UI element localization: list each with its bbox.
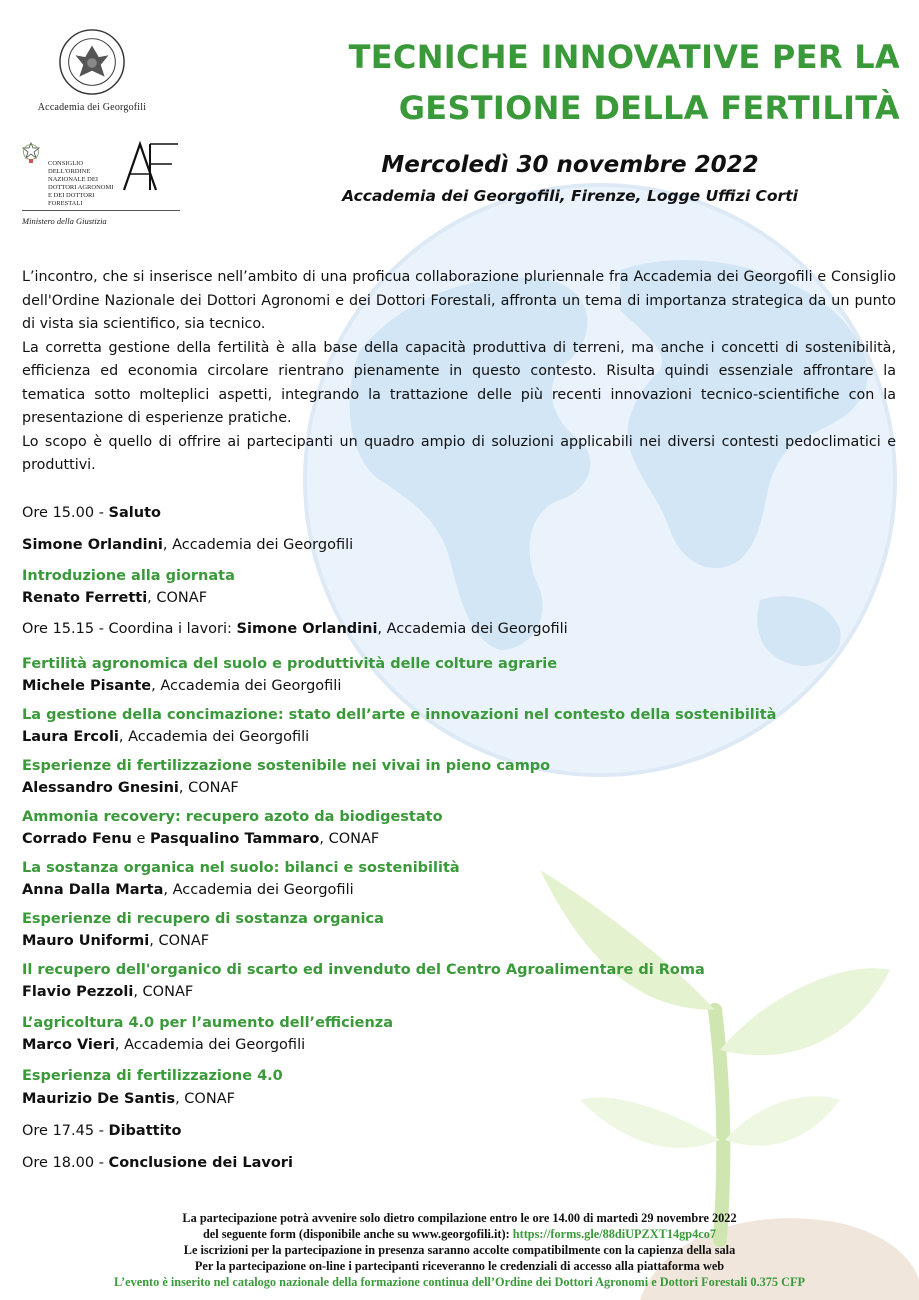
footer-cfp-line: L’evento è inserito nel catalogo nazionale della formazione continua dell’Ordine dei Dottori Agronomi e Dottori Forestali 0.375 CFP xyxy=(113,1275,806,1289)
talk-title: Introduzione alla giornata xyxy=(22,568,235,584)
footer-line: Le iscrizioni per la partecipazione in presenza saranno accolte compatibilmente con la capienza della sala xyxy=(183,1243,736,1257)
footer-notes xyxy=(0,1210,919,1290)
speaker-name: Pasqualino Tammaro xyxy=(150,831,320,847)
talk-title: L’agricoltura 4.0 per l’aumento dell’efficienza xyxy=(22,1015,394,1031)
speaker-affiliation: , Accademia dei Georgofili xyxy=(114,1037,306,1053)
footer-line: Per la partecipazione on-line i partecipanti riceveranno le credenziali di accesso alla piattaforma web xyxy=(194,1259,725,1273)
speaker-affiliation: , CONAF xyxy=(147,590,208,606)
speaker-name: Anna Dalla Marta xyxy=(22,882,164,898)
speaker-line xyxy=(22,933,209,949)
footer-text: del seguente form (disponibile anche su www.georgofili.it): xyxy=(202,1227,513,1241)
registration-form-link[interactable]: https://forms.gle/88diUPZXT14gp4co7 xyxy=(512,1227,717,1241)
footer-line: La partecipazione potrà avvenire solo dietro compilazione entro le ore 14.00 di martedì 29 novembre 2022 xyxy=(182,1211,737,1225)
speaker-name: Simone Orlandini xyxy=(22,537,163,553)
title-line-2: GESTIONE DELLA FERTILITÀ xyxy=(398,89,900,127)
speaker-name: Renato Ferretti xyxy=(22,590,148,606)
speaker-affiliation: , CONAF xyxy=(133,984,194,1000)
conaf-logo xyxy=(22,140,182,226)
session-label: Conclusione dei Lavori xyxy=(108,1155,293,1171)
speaker-line xyxy=(22,729,309,745)
intro-text xyxy=(22,266,896,478)
speaker-affiliation: , Accademia dei Georgofili xyxy=(377,621,568,637)
talk-title: La gestione della concimazione: stato dell’arte e innovazioni nel contesto della sostenibilità xyxy=(22,707,777,723)
speaker-affiliation: , CONAF xyxy=(319,831,380,847)
speaker-line xyxy=(22,678,341,694)
speaker-line xyxy=(22,831,379,847)
speaker-line xyxy=(22,882,354,898)
session-label: Saluto xyxy=(108,505,161,521)
intro-paragraph: La corretta gestione della fertilità è alla base della capacità produttiva di terreni, ma anche i concetti di sostenibilità, efficienza ed economia circolare rientrano pienamente in questo contesto. Risulta quindi essenziale affrontare la tematica sotto molteplici aspetti, integrando la trattazione delle più recenti innovazioni tecnico-scientifiche con la presentazione di esperienze pratiche. xyxy=(22,339,896,426)
speaker-line xyxy=(22,780,239,796)
page-title xyxy=(200,32,900,134)
ministero-label: Ministero della Giustizia xyxy=(22,216,107,226)
speaker-name: Flavio Pezzoli xyxy=(22,984,134,1000)
speaker-name: Michele Pisante xyxy=(22,678,152,694)
italy-emblem-icon xyxy=(22,142,40,164)
speaker-joiner: e xyxy=(131,831,151,847)
talk-title: Esperienze di fertilizzazione sostenibile nei vivai in pieno campo xyxy=(22,758,551,774)
speaker-affiliation: , CONAF xyxy=(149,933,210,949)
speaker-name: Laura Ercoli xyxy=(22,729,119,745)
talk-title: Fertilità agronomica del suolo e produttività delle colture agrarie xyxy=(22,656,558,672)
speaker-affiliation: , CONAF xyxy=(175,1091,235,1107)
speaker-line xyxy=(22,1091,235,1107)
program-item-coordina xyxy=(22,621,568,637)
event-date: Mercoledì 30 novembre 2022 xyxy=(381,152,759,178)
speaker-affiliation: , Accademia dei Georgofili xyxy=(151,678,342,694)
speaker-line xyxy=(22,984,193,1000)
academy-seal-icon xyxy=(58,28,126,96)
divider xyxy=(22,210,180,211)
speaker-line xyxy=(22,1037,305,1053)
title-line-1: TECNICHE INNOVATIVE PER LA xyxy=(348,38,900,76)
speaker-affiliation: , CONAF xyxy=(178,780,239,796)
time-label: Ore 18.00 - xyxy=(22,1155,109,1171)
talk-title: Esperienze di recupero di sostanza organica xyxy=(22,911,384,927)
program-item-dibattito xyxy=(22,1123,181,1139)
speaker-name: Maurizio De Santis xyxy=(22,1091,176,1107)
footer-line-form xyxy=(0,1226,919,1242)
time-label: Ore 15.15 - Coordina i lavori: xyxy=(22,621,237,637)
academy-logo xyxy=(22,28,162,113)
af-logo-icon xyxy=(120,140,182,198)
speaker-name: Mauro Uniformi xyxy=(22,933,150,949)
conaf-name: CONSIGLIO DELL'ORDINE NAZIONALE DEI DOTTORI AGRONOMI E DEI DOTTORI FORESTALI xyxy=(48,160,114,207)
program-item-conclusione xyxy=(22,1155,293,1171)
speaker-affiliation: , Accademia dei Georgofili xyxy=(162,537,354,553)
academy-name: Accademia dei Georgofili xyxy=(37,102,147,113)
speaker-affiliation: , Accademia dei Georgofili xyxy=(163,882,354,898)
speaker-name: Marco Vieri xyxy=(22,1037,115,1053)
speaker-line xyxy=(22,590,207,606)
event-venue: Accademia dei Georgofili, Firenze, Logge Uffizi Corti xyxy=(342,187,798,205)
talk-title: Il recupero dell'organico di scarto ed invenduto del Centro Agroalimentare di Roma xyxy=(22,962,705,978)
intro-paragraph: Lo scopo è quello di offrire ai partecipanti un quadro ampio di soluzioni applicabili nei diversi contesti pedoclimatici e produttivi. xyxy=(22,433,896,473)
speaker-name: Alessandro Gnesini xyxy=(22,780,179,796)
time-label: Ore 17.45 - xyxy=(22,1123,109,1139)
speaker-line xyxy=(22,537,353,553)
talk-title: La sostanza organica nel suolo: bilanci e sostenibilità xyxy=(22,860,460,876)
talk-title: Ammonia recovery: recupero azoto da biodigestato xyxy=(22,809,443,825)
time-label: Ore 15.00 - xyxy=(22,505,109,521)
program-item-saluto xyxy=(22,505,161,521)
speaker-affiliation: , Accademia dei Georgofili xyxy=(118,729,310,745)
speaker-name: Corrado Fenu xyxy=(22,831,132,847)
intro-paragraph: L’incontro, che si inserisce nell’ambito di una proficua collaborazione pluriennale fra Accademia dei Georgofili e Consiglio dell'Ordine Nazionale dei Dottori Agronomi e dei Dottori Forestali, affronta un tema di importanza strategica da un punto di vista sia scientifico, sia tecnico. xyxy=(22,269,896,332)
session-label: Dibattito xyxy=(108,1123,182,1139)
talk-title: Esperienza di fertilizzazione 4.0 xyxy=(22,1068,283,1084)
speaker-name: Simone Orlandini xyxy=(236,621,378,637)
